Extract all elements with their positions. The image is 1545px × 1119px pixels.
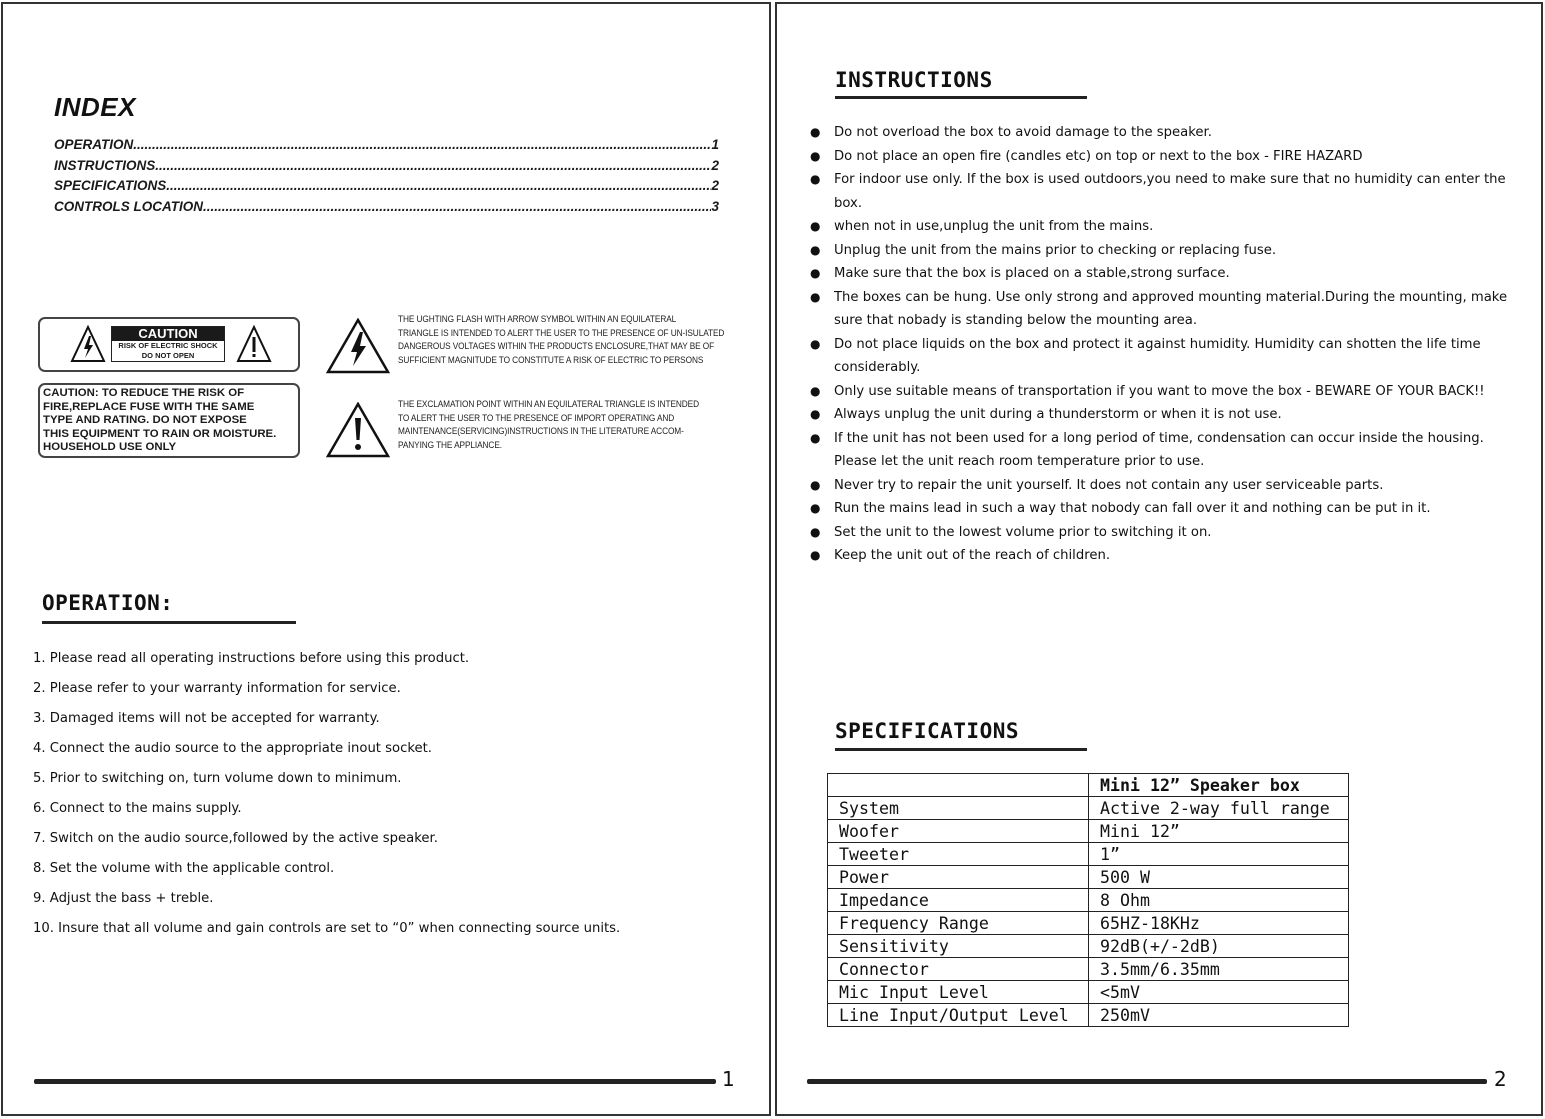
operation-steps (33, 651, 620, 951)
lightning-warning-icon (70, 325, 106, 363)
spec-header-model: Mini 12” Speaker box (1089, 774, 1349, 797)
operation-title: OPERATION: (42, 591, 174, 615)
spec-row (828, 866, 1349, 889)
instruction-item (808, 286, 1514, 333)
exclamation-warning-icon (236, 325, 272, 363)
caution-heading: CAUTION (112, 327, 224, 341)
notice-line: TRIANGLE IS INTENDED TO ALERT THE USER TO THE PRESENCE OF UN-ISULATED (398, 327, 725, 338)
spec-label: Impedance (828, 889, 1089, 912)
instruction-text: Make sure that the box is placed on a stable,strong surface. (834, 266, 1230, 281)
instructions-title-rule (835, 96, 1087, 99)
instruction-text: when not in use,unplug the unit from the mains. (834, 219, 1154, 234)
instruction-item (808, 239, 1514, 263)
spec-value: Mini 12” (1089, 820, 1349, 843)
spec-label: Tweeter (828, 843, 1089, 866)
index-entry-label: SPECIFICATIONS (54, 178, 167, 193)
spec-header-blank (828, 774, 1089, 797)
bullet-icon: ● (810, 148, 821, 163)
instruction-text: For indoor use only. If the box is used outdoors,you need to make sure that no humidity can enter the box. (834, 172, 1506, 211)
fire-warning-line: CAUTION: TO REDUCE THE RISK OF (43, 387, 245, 399)
spec-label: System (828, 797, 1089, 820)
spec-value: Active 2-way full range (1089, 797, 1349, 820)
notice-line: MAINTENANCE(SERVICING)INSTRUCTIONS IN THE LITERATURE ACCOM- (398, 426, 684, 437)
spec-header-row (828, 774, 1349, 797)
operation-step: 7. Switch on the audio source,followed by the active speaker. (33, 831, 438, 846)
specifications-table (827, 773, 1349, 1027)
spec-label: Mic Input Level (828, 981, 1089, 1004)
fire-warning-line: THIS EQUIPMENT TO RAIN OR MOISTURE. (43, 427, 277, 440)
spec-label: Connector (828, 958, 1089, 981)
instruction-item (808, 168, 1514, 215)
notice-line: SUFFICIENT MAGNITUDE TO CONSTITUTE A RISK OF ELECTRIC TO PERSONS (398, 354, 704, 365)
index-entry-page: 3 (711, 198, 719, 214)
index-entry-page: 1 (711, 137, 719, 152)
instruction-text: Keep the unit out of the reach of children. (834, 548, 1111, 563)
index-entry-page: 2 (711, 157, 719, 173)
spec-row (828, 797, 1349, 820)
bullet-icon: ● (810, 125, 821, 139)
operation-step: 3. Damaged items will not be accepted for warranty. (33, 711, 380, 726)
instruction-item (808, 474, 1514, 498)
instruction-item (808, 215, 1514, 239)
fire-warning-line: HOUSEHOLD USE ONLY (43, 441, 177, 454)
notice-line: DANGEROUS VOLTAGES WITHIN THE PRODUCTS ENCLOSURE,THAT MAY BE OF (398, 341, 715, 352)
instruction-text: Do not overload the box to avoid damage to the speaker. (834, 125, 1212, 140)
spec-label: Power (828, 866, 1089, 889)
spec-label: Frequency Range (828, 912, 1089, 935)
notice-line: TO ALERT THE USER TO THE PRESENCE OF IMPORT OPERATING AND (398, 412, 675, 423)
instruction-item (808, 427, 1514, 474)
index-entry (54, 137, 719, 158)
spec-row (828, 820, 1349, 843)
fire-warning-box (38, 383, 300, 458)
bullet-icon: ● (810, 266, 821, 280)
bullet-icon: ● (810, 383, 821, 398)
bullet-icon: ● (810, 289, 821, 304)
instructions-title: INSTRUCTIONS (835, 68, 993, 92)
instruction-text: Never try to repair the unit yourself. It does not contain any user serviceable parts. (834, 477, 1384, 493)
caution-line-1: RISK OF ELECTRIC SHOCK (118, 341, 218, 350)
instruction-item (808, 497, 1514, 521)
notice-line: PANYING THE APPLIANCE. (398, 439, 502, 450)
operation-step: 5. Prior to switching on, turn volume down to minimum. (33, 771, 402, 786)
instruction-item (808, 145, 1514, 169)
spec-label: Woofer (828, 820, 1089, 843)
index-entry-page: 2 (711, 178, 719, 193)
notice-line: THE EXCLAMATION POINT WITHIN AN EQUILATERAL TRIANGLE IS INTENDED (398, 399, 699, 409)
instruction-text: Only use suitable means of transportation if you want to move the box - BEWARE OF YOUR BACK!! (834, 383, 1485, 399)
instruction-text: Run the mains lead in such a way that nobody can fall over it and nothing can be put in it. (834, 501, 1431, 516)
bullet-icon: ● (810, 172, 821, 186)
instruction-text: Always unplug the unit during a thunderstorm or when it is not use. (834, 407, 1282, 422)
spec-value: 250mV (1089, 1004, 1349, 1027)
spec-row (828, 912, 1349, 935)
instruction-text: Set the unit to the lowest volume prior to switching it on. (834, 524, 1212, 540)
index-entry (54, 158, 719, 179)
spec-value: 65HZ-18KHz (1089, 912, 1349, 935)
specifications-title-rule (835, 748, 1087, 751)
bullet-icon: ● (810, 548, 821, 562)
spec-row (828, 958, 1349, 981)
spec-value: 1” (1089, 843, 1349, 866)
instruction-item (808, 521, 1514, 545)
bullet-icon: ● (810, 336, 821, 351)
spec-value: 8 Ohm (1089, 889, 1349, 912)
fire-warning-text (43, 387, 298, 455)
spec-row (828, 1004, 1349, 1027)
instruction-item (808, 403, 1514, 427)
instruction-item (808, 262, 1514, 286)
caution-line-2: DO NOT OPEN (141, 351, 195, 360)
lightning-notice (398, 313, 725, 367)
bullet-icon: ● (810, 501, 821, 515)
operation-step: 10. Insure that all volume and gain controls are set to “0” when connecting source units. (33, 921, 621, 936)
spec-row (828, 981, 1349, 1004)
spec-label: Sensitivity (828, 935, 1089, 958)
spec-value: 3.5mm/6.35mm (1089, 958, 1349, 981)
page-number-left: 1 (722, 1067, 735, 1091)
instruction-item (808, 544, 1514, 568)
bullet-icon: ● (810, 219, 821, 233)
bullet-icon: ● (810, 524, 821, 539)
operation-step: 9. Adjust the bass + treble. (33, 891, 214, 906)
instruction-item (808, 333, 1514, 380)
specifications-title: SPECIFICATIONS (835, 719, 1020, 743)
operation-step: 8. Set the volume with the applicable control. (33, 861, 335, 876)
spec-label: Line Input/Output Level (828, 1004, 1089, 1027)
instruction-text: Do not place an open fire (candles etc) on top or next to the box - FIRE HAZARD (834, 148, 1363, 164)
instruction-text: The boxes can be hung. Use only strong and approved mounting material.During the mounting, make sure that nobady is standing below the mounting area. (834, 289, 1508, 328)
exclamation-notice (398, 398, 715, 452)
instruction-item (808, 380, 1514, 404)
index-list (54, 137, 719, 219)
caution-badge (111, 326, 225, 362)
instruction-text: Unplug the unit from the mains prior to checking or replacing fuse. (834, 242, 1277, 258)
notice-line: THE UGHTING FLASH WITH ARROW SYMBOL WITHIN AN EQUILATERAL (398, 314, 677, 324)
spec-row (828, 889, 1349, 912)
exclamation-triangle-icon (326, 402, 390, 458)
index-entry-label: CONTROLS LOCATION (54, 198, 203, 214)
operation-step: 2. Please refer to your warranty information for service. (33, 681, 401, 696)
operation-step: 4. Connect the audio source to the appropriate inout socket. (33, 741, 432, 756)
page-number-right: 2 (1494, 1067, 1507, 1091)
spec-value: 92dB(+/-2dB) (1089, 935, 1349, 958)
operation-step: 1. Please read all operating instructions before using this product. (33, 651, 470, 666)
index-entry-label: OPERATION (54, 137, 134, 152)
instructions-list (808, 121, 1514, 568)
bullet-icon: ● (810, 242, 821, 257)
fire-warning-line: FIRE,REPLACE FUSE WITH THE SAME (43, 400, 255, 413)
fire-warning-line: TYPE AND RATING. DO NOT EXPOSE (43, 414, 247, 427)
spec-value: 500 W (1089, 866, 1349, 889)
operation-step: 6. Connect to the mains supply. (33, 801, 242, 816)
index-title: INDEX (54, 92, 136, 122)
instruction-text: Do not place liquids on the box and protect it against humidity. Humidity can shotten the life time considerably. (834, 336, 1481, 375)
instruction-text: If the unit has not been used for a long period of time, condensation can occur inside the housing. Please let the unit reach room temperature prior to use. (834, 430, 1484, 469)
footer-rule-right (807, 1079, 1487, 1084)
index-entry (54, 199, 719, 220)
spec-value: <5mV (1089, 981, 1349, 1004)
footer-rule-left (34, 1079, 716, 1084)
spec-row (828, 843, 1349, 866)
index-entry (54, 178, 719, 199)
caution-label (38, 317, 300, 372)
index-entry-label: INSTRUCTIONS (54, 157, 156, 173)
bullet-icon: ● (810, 407, 821, 421)
bullet-icon: ● (810, 430, 821, 445)
bullet-icon: ● (810, 477, 821, 492)
lightning-triangle-icon (326, 318, 390, 374)
operation-title-rule (42, 621, 296, 624)
instruction-item (808, 121, 1514, 145)
spec-row (828, 935, 1349, 958)
